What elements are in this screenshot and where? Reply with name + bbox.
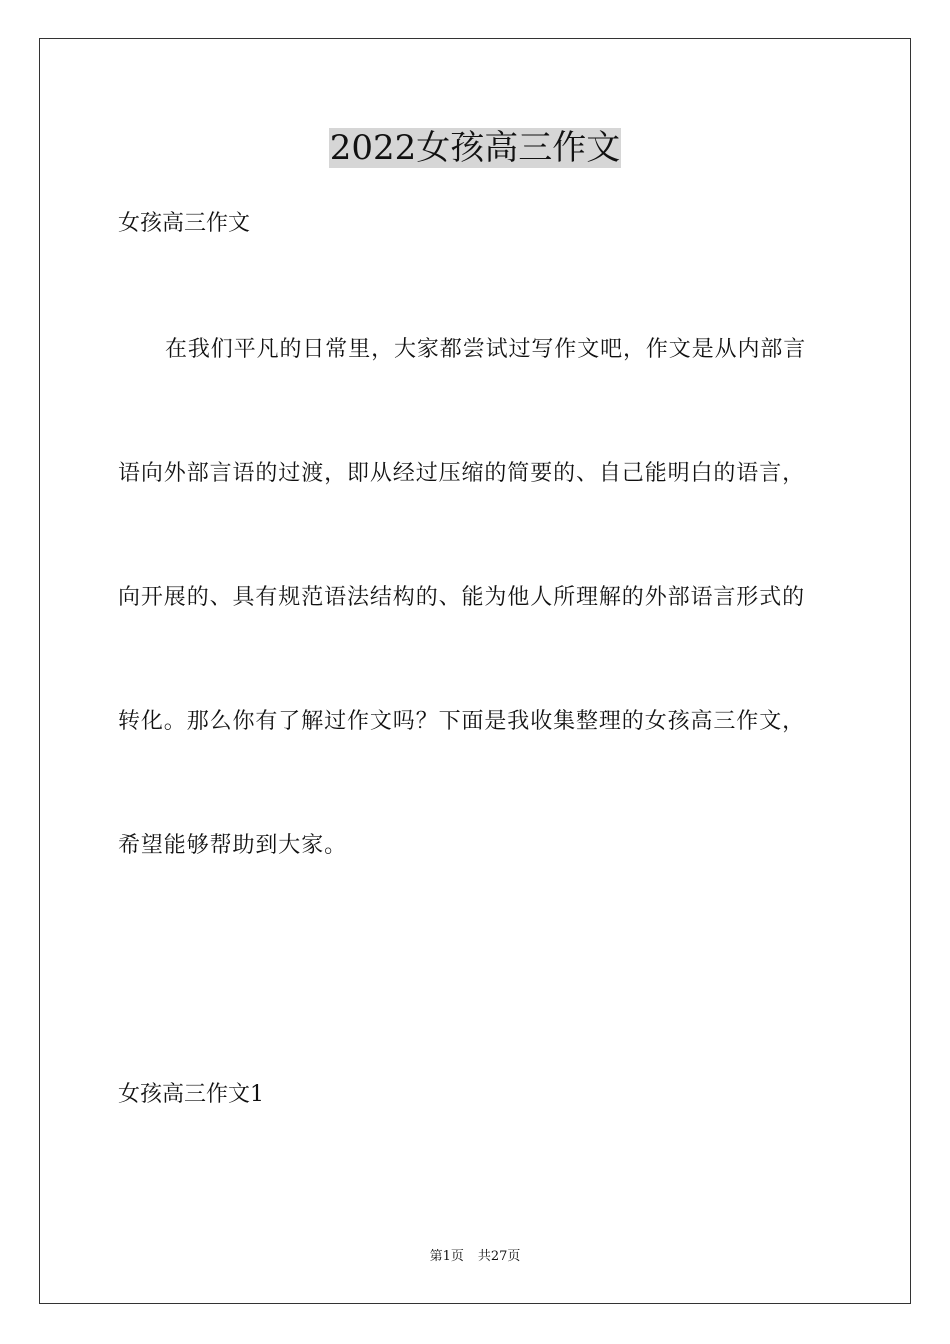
- paragraph-line: 向开展的、具有规范语法结构的、能为他人所理解的外部语言形式的: [118, 585, 806, 610]
- section-heading: 女孩高三作文1: [118, 1082, 264, 1107]
- paragraph-line: 转化。那么你有了解过作文吗？下面是我收集整理的女孩高三作文，: [118, 709, 806, 734]
- page-number-current: 第1页: [429, 1249, 464, 1264]
- page-footer: [0, 1248, 950, 1266]
- document-title: [0, 124, 950, 172]
- paragraph-line: 在我们平凡的日常里，大家都尝试过写作文吧，作文是从内部言: [165, 337, 807, 362]
- paragraph-line: 语向外部言语的过渡，即从经过压缩的简要的、自己能明白的语言，: [118, 461, 806, 486]
- paragraph-line: 希望能够帮助到大家。: [118, 833, 348, 858]
- page-number-total: 共27页: [477, 1249, 521, 1264]
- document-title-text: 2022女孩高三作文: [329, 128, 621, 168]
- document-subtitle: 女孩高三作文: [118, 211, 251, 236]
